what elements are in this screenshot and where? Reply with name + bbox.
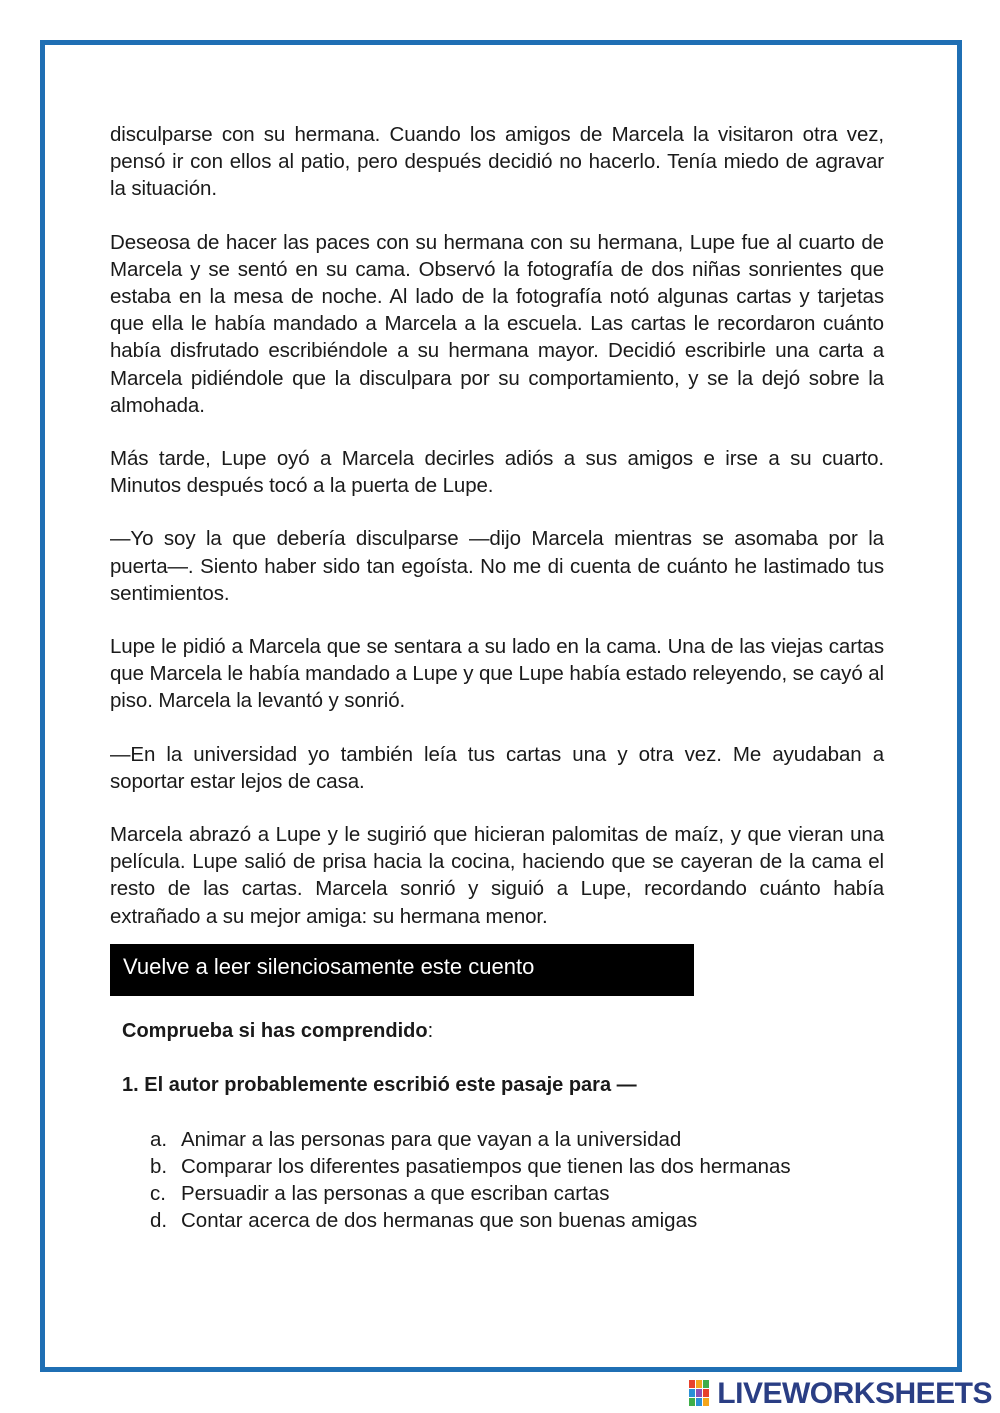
comprehension-prompt-colon: :	[427, 1020, 434, 1042]
option-text: Contar acerca de dos hermanas que son buenas amigas	[181, 1209, 698, 1232]
story-paragraph: Marcela abrazó a Lupe y le sugirió que hicieran palomitas de maíz, y que vieran una película. Lupe salió de prisa hacia la cocina, haciendo que se cayeran de la cama el resto de las cartas. Marcela sonrió y siguió a Lupe, recordando cuánto había extrañado a su mejor amiga: su hermana menor.	[110, 823, 884, 928]
answer-option-d[interactable]	[150, 1207, 791, 1234]
option-letter: a.	[150, 1128, 168, 1151]
liveworksheets-logo-text: LIVEWORKSHEETS	[717, 1377, 992, 1410]
option-text: Animar a las personas para que vayan a la universidad	[181, 1128, 682, 1151]
liveworksheets-logo-icon	[689, 1380, 711, 1408]
answer-option-b[interactable]	[150, 1153, 791, 1180]
reread-instruction-banner: Vuelve a leer silenciosamente este cuento	[110, 944, 694, 996]
option-text: Persuadir a las personas a que escriban cartas	[181, 1182, 610, 1205]
option-letter: b.	[150, 1155, 168, 1178]
option-letter: d.	[150, 1209, 168, 1232]
story-paragraph: Más tarde, Lupe oyó a Marcela decirles adiós a sus amigos e irse a su cuarto. Minutos después tocó a la puerta de Lupe.	[110, 447, 884, 498]
story-paragraph: disculparse con su hermana. Cuando los amigos de Marcela la visitaron otra vez, pensó ir con ellos al patio, pero después decidió no hacerlo. Tenía miedo de agravar la situación.	[110, 123, 884, 201]
story-text	[110, 121, 884, 956]
answer-option-a[interactable]	[150, 1126, 791, 1153]
story-paragraph: —En la universidad yo también leía tus cartas una y otra vez. Me ayudaban a soportar estar lejos de casa.	[110, 742, 884, 793]
answer-option-c[interactable]	[150, 1180, 791, 1207]
story-paragraph: —Yo soy la que debería disculparse —dijo Marcela mientras se asomaba por la puerta—. Siento haber sido tan egoísta. No me di cuenta de cuánto he lastimado tus sentimientos.	[110, 527, 884, 605]
comprehension-prompt	[122, 1018, 433, 1044]
option-text: Comparar los diferentes pasatiempos que tienen las dos hermanas	[181, 1155, 791, 1178]
option-letter: c.	[150, 1182, 166, 1205]
question-1: 1. El autor probablemente escribió este pasaje para —	[122, 1074, 637, 1096]
story-paragraph: Lupe le pidió a Marcela que se sentara a su lado en la cama. Una de las viejas cartas que Marcela le había mandado a Lupe y que Lupe había estado releyendo, se cayó al piso. Marcela la levantó y sonrió.	[110, 635, 884, 713]
story-paragraph: Deseosa de hacer las paces con su hermana con su hermana, Lupe fue al cuarto de Marcela y se sentó en su cama. Observó la fotografía de dos niñas sonrientes que estaba en la mesa de noche. Al lado de la fotografía notó algunas cartas y tarjetas que ella le había mandado a Marcela a la escuela. Las cartas le recordaron cuánto había disfrutado escribiéndole a su hermana mayor. Decidió escribirle una carta a Marcela pidiéndole que la disculpara por su comportamiento, y se la dejó sobre la almohada.	[110, 230, 884, 417]
liveworksheets-logo[interactable]	[689, 1376, 992, 1412]
comprehension-prompt-label: Comprueba si has comprendido	[122, 1020, 428, 1042]
answer-options	[150, 1126, 791, 1234]
